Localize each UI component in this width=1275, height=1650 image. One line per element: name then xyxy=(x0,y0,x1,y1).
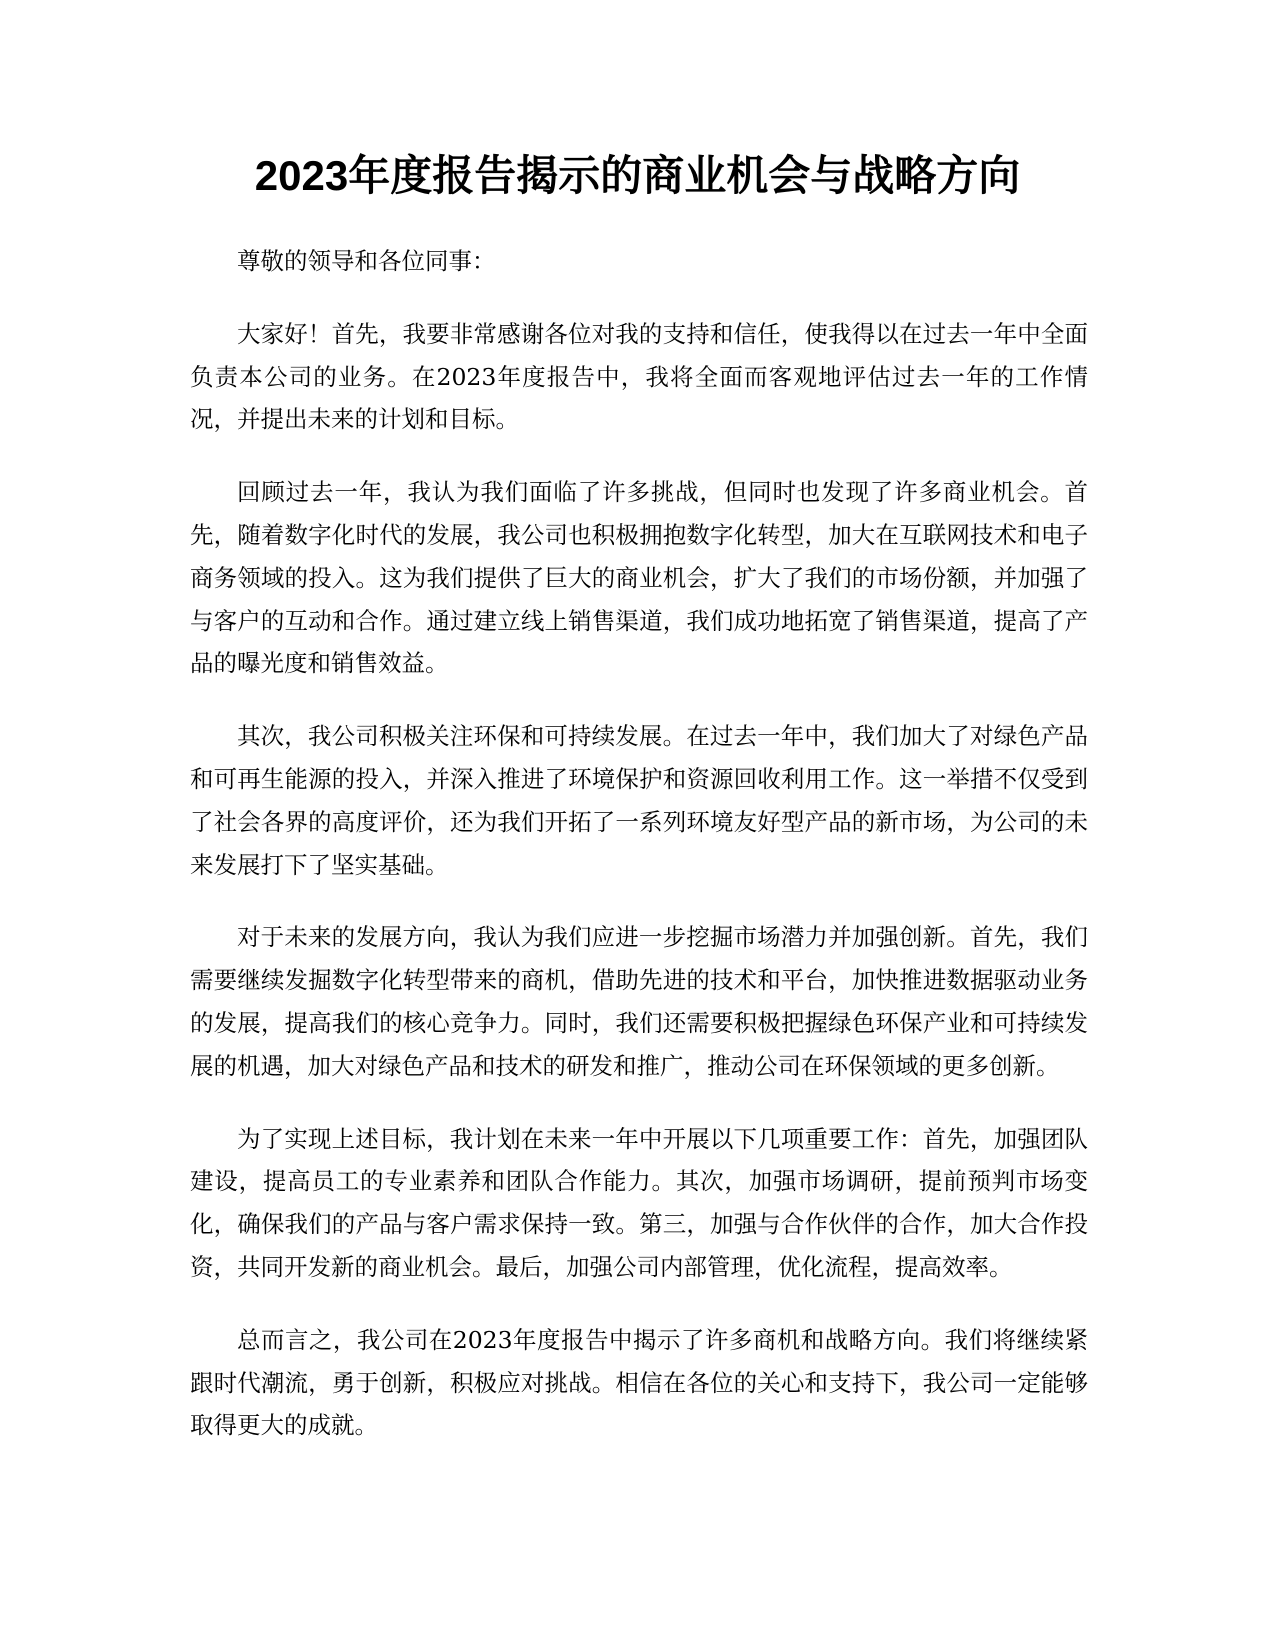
paragraph-greeting: 大家好！首先，我要非常感谢各位对我的支持和信任，使我得以在过去一年中全面负责本公司的业务。在2023年度报告中，我将全面而客观地评估过去一年的工作情况，并提出未来的计划和目标。 xyxy=(190,319,1088,434)
document-title: 2023年度报告揭示的商业机会与战略方向 xyxy=(254,152,1021,199)
paragraph-action-plan: 为了实现上述目标，我计划在未来一年中开展以下几项重要工作：首先，加强团队建设，提高员工的专业素养和团队合作能力。其次，加强市场调研，提前预判市场变化，确保我们的产品与客户需求保持一致。第三，加强与合作伙伴的合作，加大合作投资，共同开发新的商业机会。最后，加强公司内部管理，优化流程，提高效率。 xyxy=(190,1124,1088,1281)
paragraph-sustainability: 其次，我公司积极关注环保和可持续发展。在过去一年中，我们加大了对绿色产品和可再生能源的投入，并深入推进了环境保护和资源回收利用工作。这一举措不仅受到了社会各界的高度评价，还为我们开拓了一系列环境友好型产品的新市场，为公司的未来发展打下了坚实基础。 xyxy=(190,722,1088,879)
document-body xyxy=(190,240,1088,1477)
paragraph-conclusion: 总而言之，我公司在2023年度报告中揭示了许多商机和战略方向。我们将继续紧跟时代潮流，勇于创新，积极应对挑战。相信在各位的关心和支持下，我公司一定能够取得更大的成就。 xyxy=(190,1325,1088,1440)
paragraph-future-direction: 对于未来的发展方向，我认为我们应进一步挖掘市场潜力并加强创新。首先，我们需要继续发掘数字化转型带来的商机，借助先进的技术和平台，加快推进数据驱动业务的发展，提高我们的核心竞争力。同时，我们还需要积极把握绿色环保产业和可持续发展的机遇，加大对绿色产品和技术的研发和推广，推动公司在环保领域的更多创新。 xyxy=(190,923,1088,1080)
paragraph-review: 回顾过去一年，我认为我们面临了许多挑战，但同时也发现了许多商业机会。首先，随着数字化时代的发展，我公司也积极拥抱数字化转型，加大在互联网技术和电子商务领域的投入。这为我们提供了巨大的商业机会，扩大了我们的市场份额，并加强了与客户的互动和合作。通过建立线上销售渠道，我们成功地拓宽了销售渠道，提高了产品的曝光度和销售效益。 xyxy=(190,478,1088,678)
paragraph-salutation: 尊敬的领导和各位同事： xyxy=(237,247,496,275)
